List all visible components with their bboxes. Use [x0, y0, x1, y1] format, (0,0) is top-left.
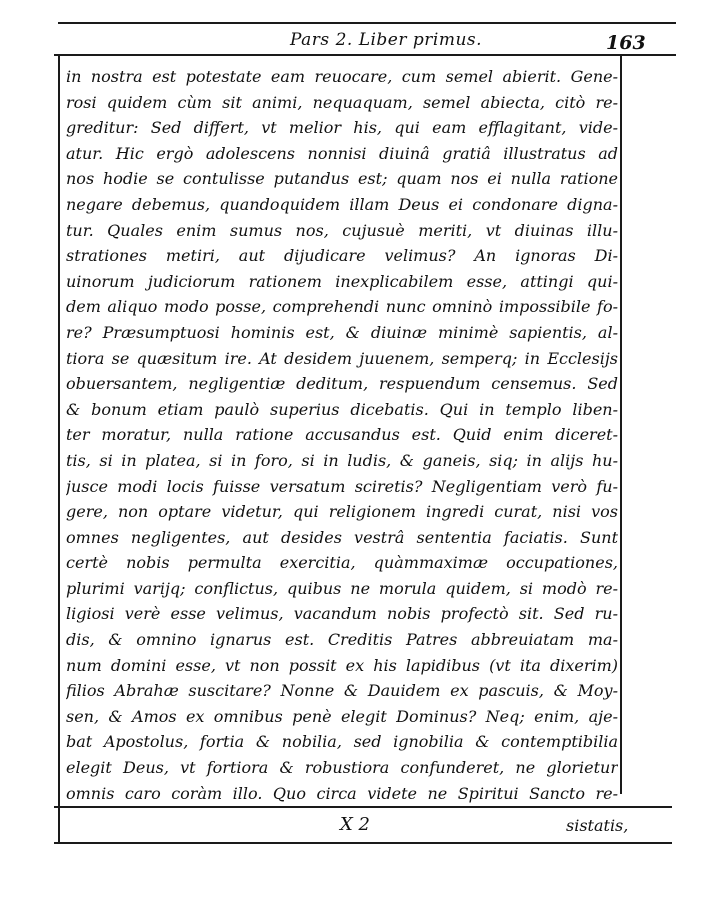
text-line: omnis caro coràm illo. Quo circa videte ne Spiritui Sancto re- [66, 783, 618, 803]
text-line: jusce modi locis fuisse versatum sciretis? Negligentiam verò fu- [66, 476, 618, 496]
footer-bottom-rule [54, 842, 672, 844]
text-line: elegit Deus, vt fortiora & robustiora confunderet, ne glorietur [66, 758, 618, 778]
text-line: re? Præsumptuosi hominis est, & diuinæ minimè sapientis, al- [66, 322, 618, 342]
signature-mark: X 2 [340, 814, 370, 835]
text-line: in nostra est potestate eam reuocare, cum semel abierit. Gene- [66, 67, 618, 86]
header-top-rule [58, 22, 676, 24]
text-line: ter moratur, nulla ratione accusandus est. Quid enim diceret- [66, 425, 618, 445]
text-line: rosi quidem cùm sit animi, nequaquam, semel abiecta, citò re- [66, 92, 618, 112]
header-bottom-rule [54, 54, 676, 56]
text-line: ligiosi verè esse velimus, vacandum nobis profectò sit. Sed ru- [66, 604, 618, 624]
text-line: gere, non optare videtur, qui religionem ingredi curat, nisi vos [66, 502, 618, 522]
text-line: negare debemus, quandoquidem illam Deus ei condonare digna- [66, 194, 618, 214]
text-line: & bonum etiam paulò superius dicebatis. Qui in templo liben- [66, 399, 618, 419]
text-line: tur. Quales enim sumus nos, cujusuè meriti, vt diuinas illu- [66, 220, 618, 240]
body-text [66, 64, 618, 806]
running-title: Pars 2. Liber primus. [290, 30, 483, 50]
text-line: nos hodie se contulisse putandus est; quam nos ei nulla ratione [66, 169, 618, 189]
left-frame-rule [58, 54, 60, 844]
text-line: sen, & Amos ex omnibus penè elegit Dominus? Neq; enim, aje- [66, 706, 618, 726]
text-line: obuersantem, negligentiæ deditum, respuendum censemus. Sed [66, 374, 618, 394]
text-line: num domini esse, vt non possit ex his lapidibus (vt ita dixerim) [66, 655, 618, 675]
text-line: filios Abrahæ suscitare? Nonne & Dauidem ex pascuis, & Moy- [66, 681, 618, 701]
text-line: dem aliquo modo posse, comprehendi nunc omninò impossibile fo- [66, 297, 618, 317]
text-line: dis, & omnino ignarus est. Creditis Patres abbreuiatam ma- [66, 630, 618, 650]
right-frame-rule [620, 54, 622, 794]
text-line: plurimi varijq; conflictus, quibus ne morula quidem, si modò re- [66, 578, 618, 598]
text-frame-bottom-rule [54, 806, 672, 808]
text-line: tis, si in platea, si in foro, si in ludis, & ganeis, siq; in alijs hu- [66, 450, 618, 470]
catchword: sistatis, [566, 816, 629, 835]
text-line: omnes negligentes, aut desides vestrâ sententia faciatis. Sunt [66, 527, 618, 547]
text-line: tiora se quæsitum ire. At desidem juuenem, semperq; in Ecclesijs [66, 348, 618, 368]
page-number: 163 [606, 32, 646, 54]
text-line: atur. Hic ergò adolescens nonnisi diuinâ gratiâ illustratus ad [66, 143, 618, 163]
text-line: certè nobis permulta exercitia, quàmmaximæ occupationes, [66, 553, 618, 573]
text-line: uinorum judiciorum rationem inexplicabilem esse, attingi qui- [66, 271, 618, 291]
text-line: greditur: Sed differt, vt melior his, qui eam efflagitant, vide- [66, 118, 618, 138]
text-line: bat Apostolus, fortia & nobilia, sed ignobilia & contemptibilia [66, 732, 618, 752]
text-line: strationes metiri, aut dijudicare velimus? An ignoras Di- [66, 246, 618, 266]
